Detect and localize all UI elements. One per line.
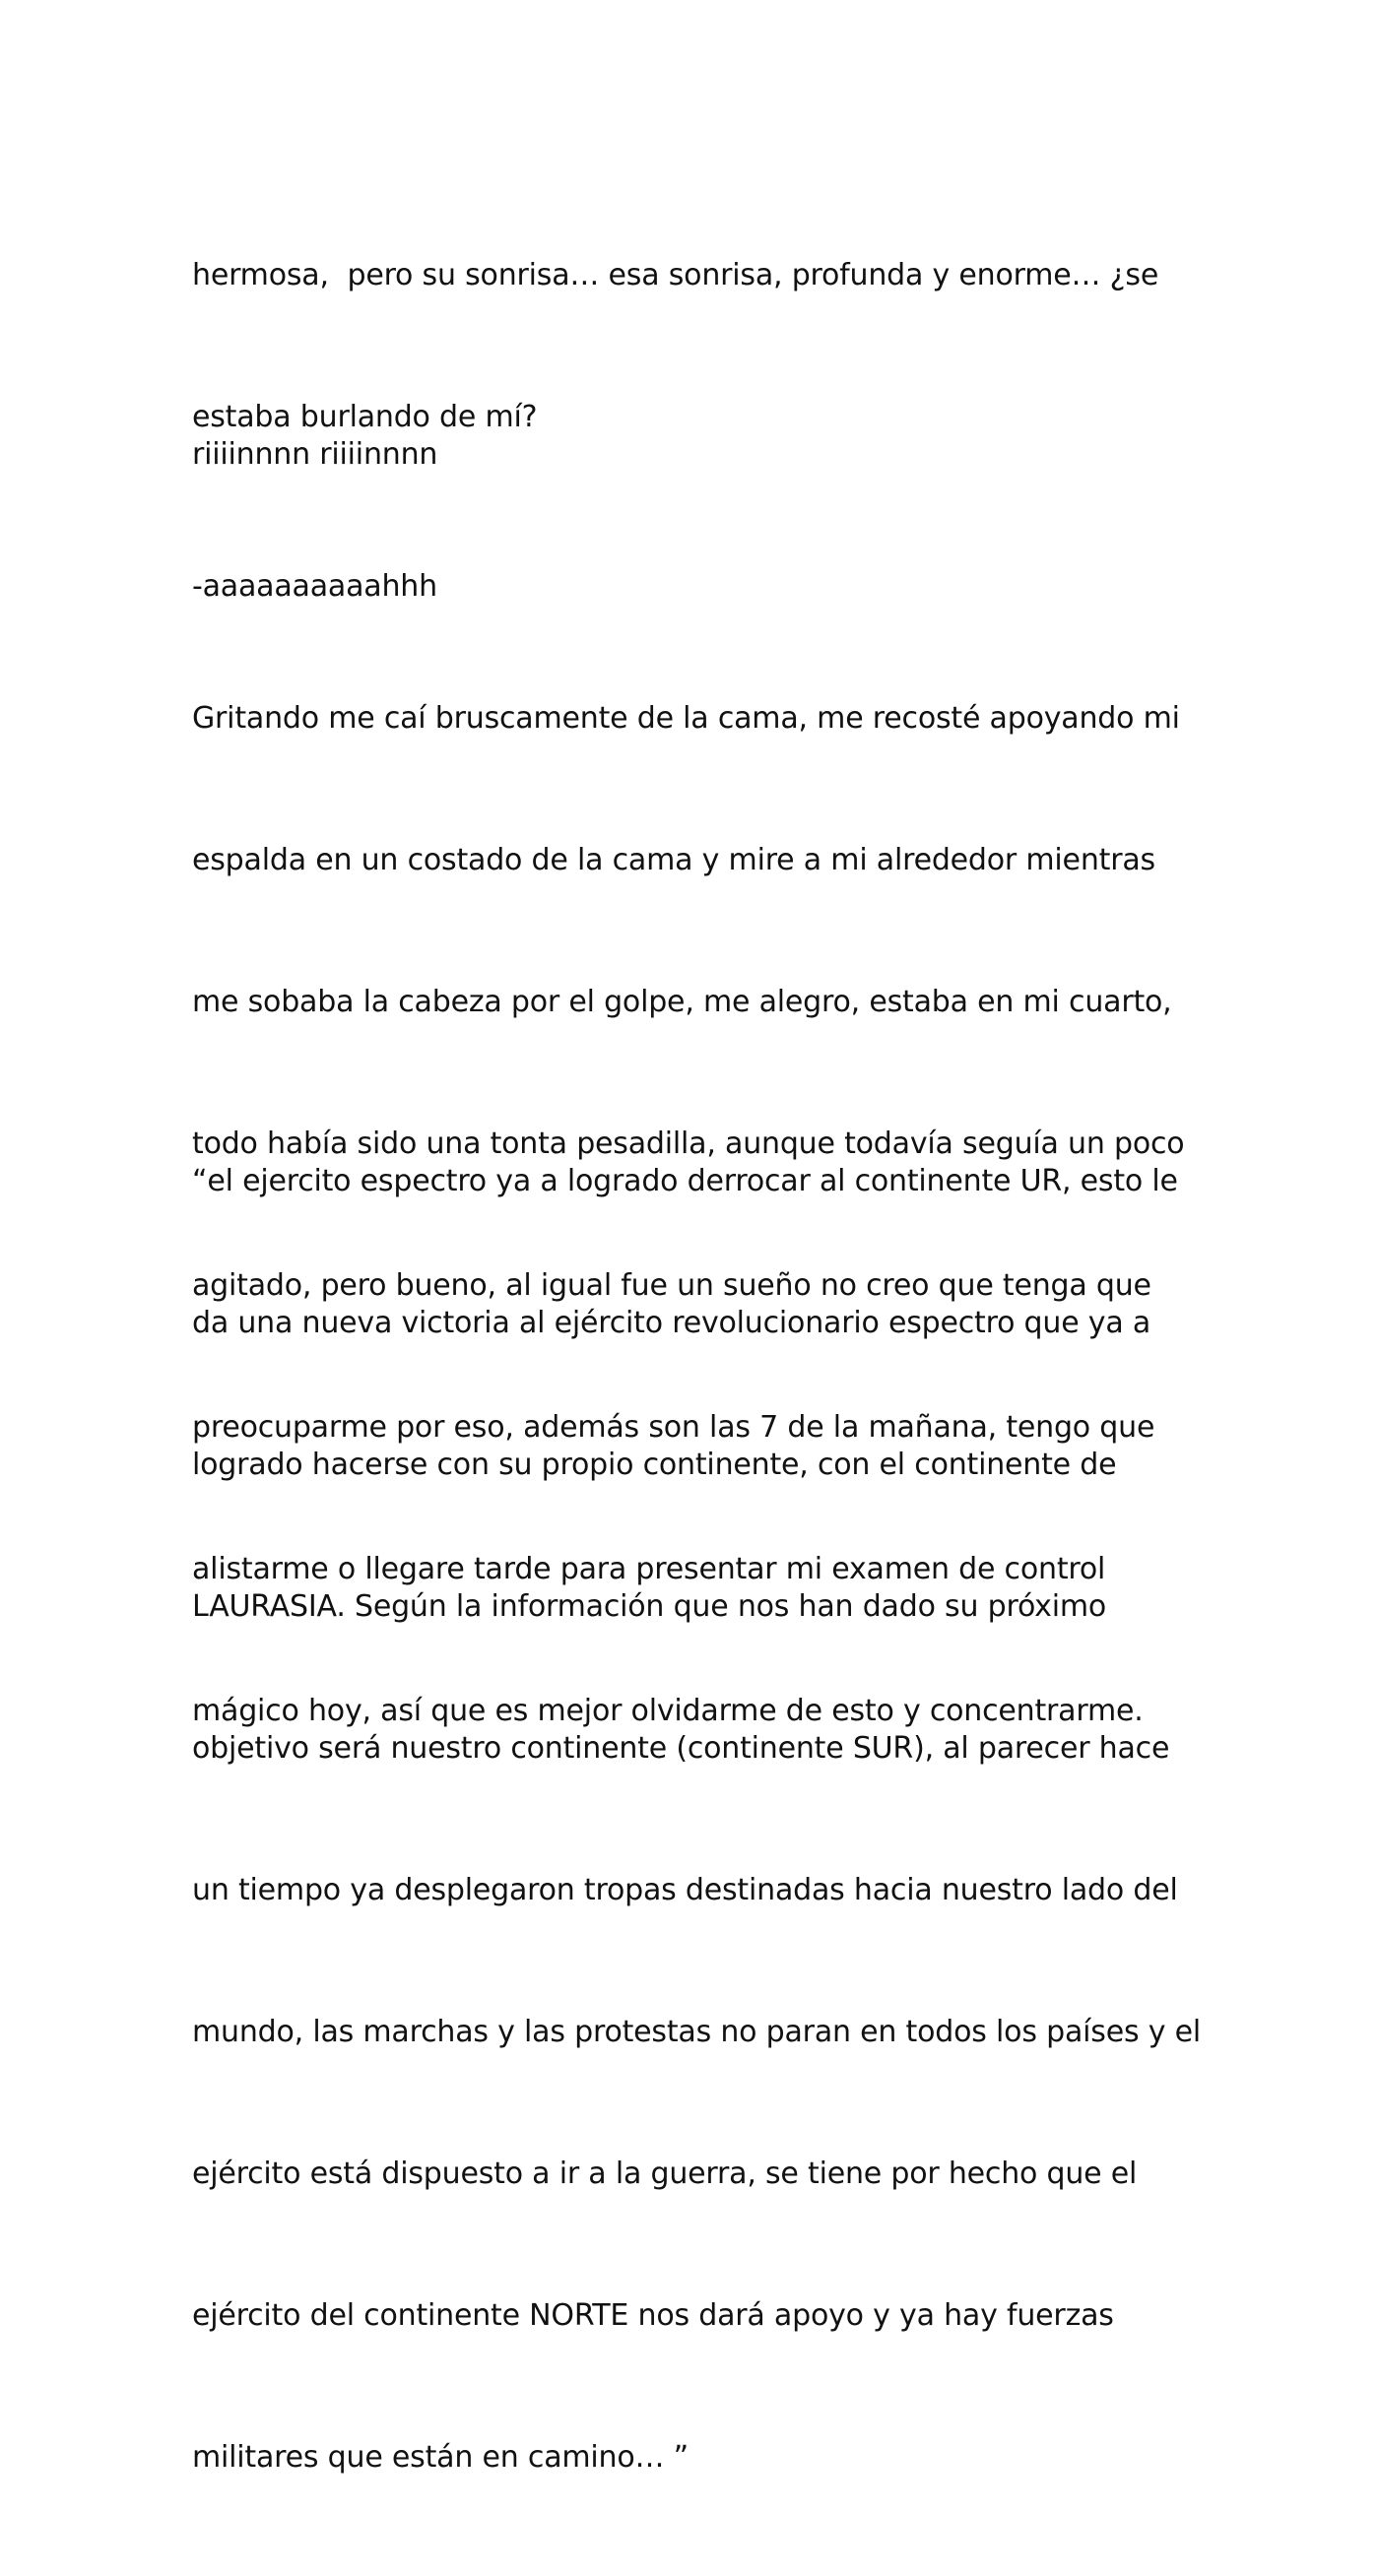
text-line: agitado, pero bueno, al igual fue un sueño no creo que tenga que: [192, 1268, 1151, 1303]
text-line: espalda en un costado de la cama y mire a mi alrededor mientras: [192, 843, 1155, 877]
text-line: Gritando me caí bruscamente de la cama, me recosté apoyando mi: [192, 701, 1180, 736]
text-line: da una nueva victoria al ejército revolucionario espectro que ya a: [192, 1306, 1151, 1340]
text-line: “el ejercito espectro ya a logrado derrocar al continente UR, esto le: [192, 1164, 1178, 1198]
text-line: LAURASIA. Según la información que nos han dado su próximo: [192, 1589, 1107, 1624]
text-line: riiiinnnn riiiinnnn: [192, 437, 438, 472]
text-line: -aaaaaaaaaahhh: [192, 569, 437, 604]
text-line: hermosa, pero su sonrisa… esa sonrisa, profunda y enorme… ¿se: [192, 258, 1159, 292]
text-line: mundo, las marchas y las protestas no paran en todos los países y el: [192, 2015, 1201, 2049]
text-line: objetivo será nuestro continente (continente SUR), al parecer hace: [192, 1731, 1170, 1766]
text-line: ejército está dispuesto a ir a la guerra, se tiene por hecho que el: [192, 2157, 1138, 2191]
paragraph-5: [192, 1063, 1201, 2576]
text-line: logrado hacerse con su propio continente, con el continente de: [192, 1448, 1117, 1482]
text-line: alistarme o llegare tarde para presentar mi examen de control: [192, 1552, 1106, 1586]
text-line: me sobaba la cabeza por el golpe, me alegro, estaba en mi cuarto,: [192, 985, 1172, 1019]
text-line: un tiempo ya desplegaron tropas destinadas hacia nuestro lado del: [192, 1873, 1178, 1907]
text-line: estaba burlando de mí?: [192, 400, 538, 434]
text-line: militares que están en camino… ”: [192, 2440, 689, 2475]
text-line: mágico hoy, así que es mejor olvidarme de esto y concentrarme.: [192, 1694, 1144, 1728]
text-line: todo había sido una tonta pesadilla, aunque todavía seguía un poco: [192, 1127, 1185, 1161]
text-line: preocuparme por eso, además son las 7 de la mañana, tengo que: [192, 1410, 1155, 1445]
text-line: ejército del continente NORTE nos dará apoyo y ya hay fuerzas: [192, 2298, 1114, 2333]
